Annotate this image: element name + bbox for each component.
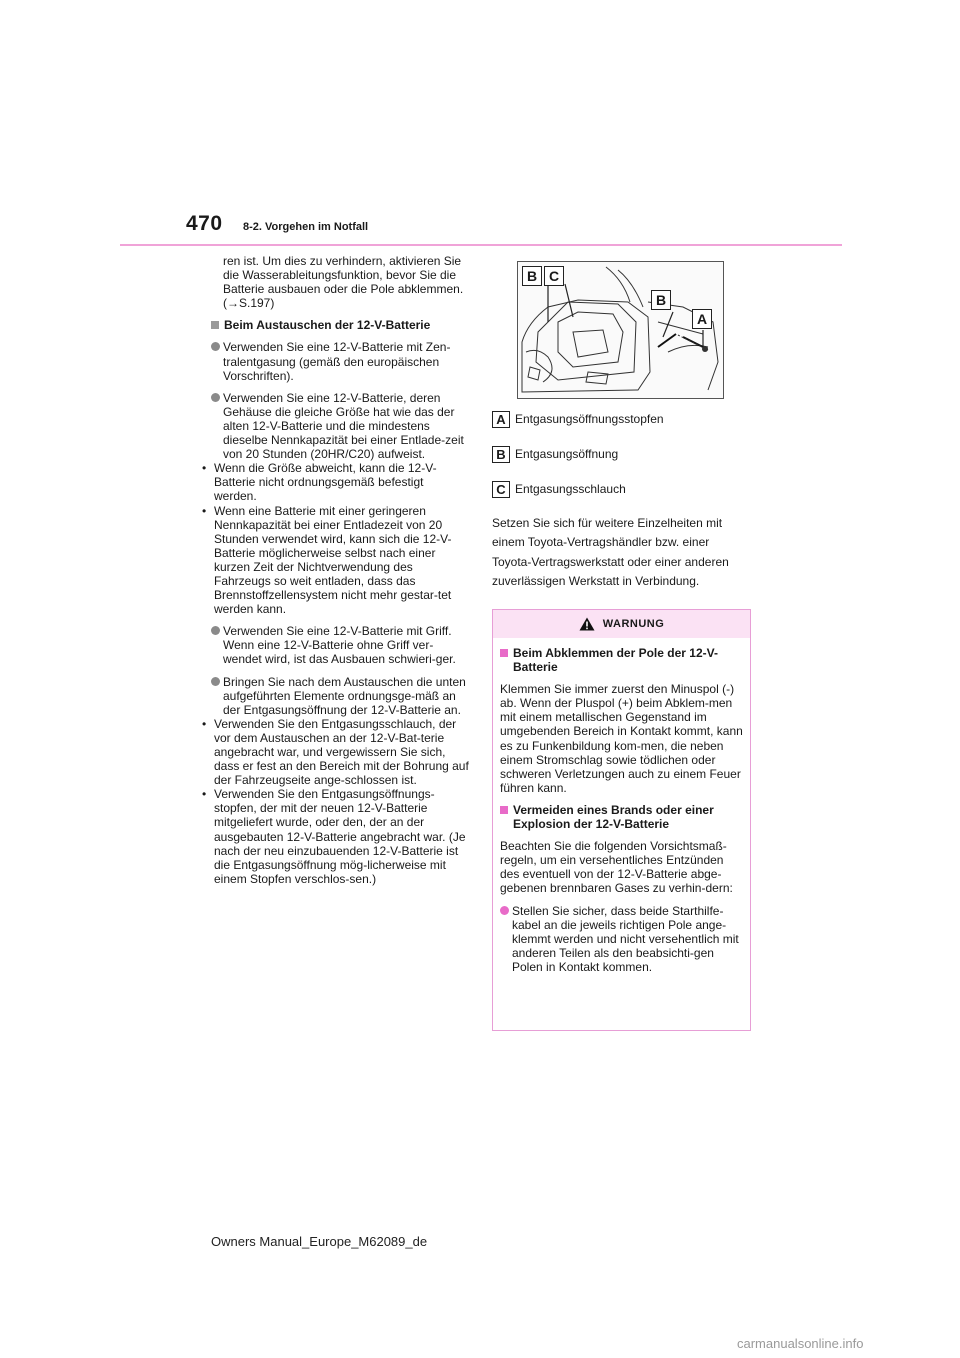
warning-section-text: Klemmen Sie immer zuerst den Minuspol (-) ab. Wenn der Pluspol (+) beim Abklem-men mit einem metallischen Gegenstand im umgebenden Bereich in Kontakt kommt, kann es zu Funkenbildung kom-men, die neben einem Stromschlag sowie tödlichen oder schweren Verletzungen auch zu einem Feuer führen kann.: [500, 682, 743, 795]
sub-text: Verwenden Sie den Entgasungsöffnungs-stopfen, der mit der neuen 12-V-Batterie mitgeliefert wurde, oder den, der an der ausgebauten 12-V-Batterie angebracht war. (Je nach der neu einzubauenden 12-V-Batterie ist die Entgasungsöffnung mög-licherweise mit einem Stopfen verschlos-sen.): [214, 787, 466, 886]
warning-triangle-icon: [579, 617, 595, 631]
heading-text: Beim Abklemmen der Pole der 12-V-Batterie: [513, 646, 718, 675]
sub-bullet-icon: •: [202, 787, 207, 802]
warning-section-heading: [500, 803, 743, 831]
sub-text: Wenn eine Batterie mit einer geringeren Nennkapazität bei einer Entladezeit von 20 Stunden verwendet wird, kann sich die 12-V-Batterie möglicherweise selbst nach einer kurzen Zeit der Nichtverwendung des Fahrzeugs so weit entladen, dass das Brennstoffzellensystem nicht mehr gestar-tet werden kann.: [214, 503, 452, 617]
sub-item: [202, 717, 469, 787]
figure-legend: [492, 411, 751, 498]
warning-section-text: Beachten Sie die folgenden Vorsichtsmaß-regeln, um ein versehentliches Entzünden des eventuell von der 12-V-Batterie abge-gebenen brennbaren Gases zu verhin-dern:: [500, 839, 733, 896]
sub-text: Verwenden Sie den Entgasungsschlauch, der vor dem Austauschen an der 12-V-Bat-terie angebracht war, und vergewissern Sie sich, dass er fest an den Bereich mit der Bohrung auf der Fahrzeugseite ange-schlossen ist.: [214, 716, 469, 788]
page-number: 470: [186, 212, 223, 235]
warning-section-heading: [500, 646, 743, 674]
bullet-text: Verwenden Sie eine 12-V-Batterie, deren Gehäuse die gleiche Größe hat wie das der alten 12-V-Batterie und die mindestens dieselbe Nennkapazität bei einer Entlade-zeit von 20 Stunden (20HR/C20) aufweist.: [223, 390, 464, 462]
bullet-text: Verwenden Sie eine 12-V-Batterie mit Griff. Wenn eine 12-V-Batterie ohne Griff ver-wendet wird, ist das Ausbauen schwieri-ger.: [223, 624, 456, 667]
right-column: [492, 261, 751, 592]
figure-tag-c: C: [544, 266, 564, 286]
footer-manual-id: Owners Manual_Europe_M62089_de: [211, 1234, 428, 1249]
bullet-dot-icon: [211, 677, 220, 686]
bullet-text: Verwenden Sie eine 12-V-Batterie mit Zen-tralentgasung (gemäß den europäischen Vorschriften).: [223, 340, 451, 383]
legend-item: [492, 446, 751, 463]
sub-bullet-icon: •: [202, 461, 207, 476]
figure-tag-b: B: [522, 266, 542, 286]
sub-bullet-icon: •: [202, 503, 207, 518]
battery-replacement-heading: [211, 318, 469, 332]
bullet-dot-icon: [500, 906, 509, 915]
warning-box: [492, 609, 751, 1031]
list-item: [211, 391, 469, 461]
list-item: [211, 624, 469, 666]
section-title: 8-2. Vorgehen im Notfall: [243, 221, 369, 233]
sub-text: Wenn die Größe abweicht, kann die 12-V-Batterie nicht ordnungsgemäß befestigt werden.: [214, 461, 437, 504]
battery-illustration: [517, 261, 724, 399]
bullet-dot-icon: [211, 626, 220, 635]
figure-tag-a: A: [692, 309, 712, 329]
warning-header: [493, 610, 750, 638]
legend-item: [492, 411, 751, 428]
legend-key-a: A: [492, 411, 510, 428]
warning-title: WARNUNG: [602, 618, 665, 630]
list-item: [211, 675, 469, 717]
continuation-text: ren ist. Um dies zu verhindern, aktivieren Sie die Wasserableitungsfunktion, bevor Sie die Batterie ausbauen oder die Pole abklemmen. (→S.197): [223, 254, 464, 311]
sub-item: [202, 787, 469, 886]
legend-label: Entgasungsöffnung: [515, 447, 619, 462]
header-rule: [120, 244, 842, 246]
heading-text: Vermeiden eines Brands oder einer Explosion der 12-V-Batterie: [513, 802, 714, 832]
watermark-text: carmanualsonline.info: [737, 1336, 864, 1351]
heading-text: Beim Austauschen der 12-V-Batterie: [224, 318, 431, 333]
legend-label: Entgasungsschlauch: [515, 482, 626, 497]
figure-tag-b: B: [651, 290, 671, 310]
sub-item: [202, 504, 469, 617]
legend-key-b: B: [492, 446, 510, 463]
sub-item: [202, 461, 469, 503]
bullet-dot-icon: [211, 393, 220, 402]
legend-item: [492, 481, 751, 498]
list-item: [211, 340, 469, 382]
left-column: [202, 254, 469, 886]
bullet-text: Bringen Sie nach dem Austauschen die unten aufgeführten Elemente ordnungsge-mäß an der Entgasungsöffnung der 12-V-Batterie an.: [223, 674, 466, 717]
heading-square-icon: [211, 321, 219, 329]
bullet-text: Stellen Sie sicher, dass beide Starthilfe-kabel an die jeweils richtigen Pole ange-klemmt werden und nicht versehentlich mit anderen Teilen als den beabsichti-gen Polen in Kontakt kommen.: [512, 903, 739, 974]
heading-square-icon: [500, 649, 508, 657]
list-item: [500, 904, 743, 974]
legend-label: Entgasungsöffnungsstopfen: [515, 412, 664, 427]
heading-square-icon: [500, 806, 508, 814]
warning-body: [493, 638, 750, 974]
legend-key-c: C: [492, 481, 510, 498]
sub-bullet-icon: •: [202, 716, 207, 731]
sub-list: [202, 717, 469, 886]
bullet-dot-icon: [211, 342, 220, 351]
sub-list: [202, 461, 469, 616]
closing-paragraph: Setzen Sie sich für weitere Einzelheiten mit einem Toyota-Vertragshändler bzw. einer Toyota-Vertragswerkstatt oder einer anderen zuverlässigen Werkstatt in Verbindung.: [492, 516, 729, 589]
